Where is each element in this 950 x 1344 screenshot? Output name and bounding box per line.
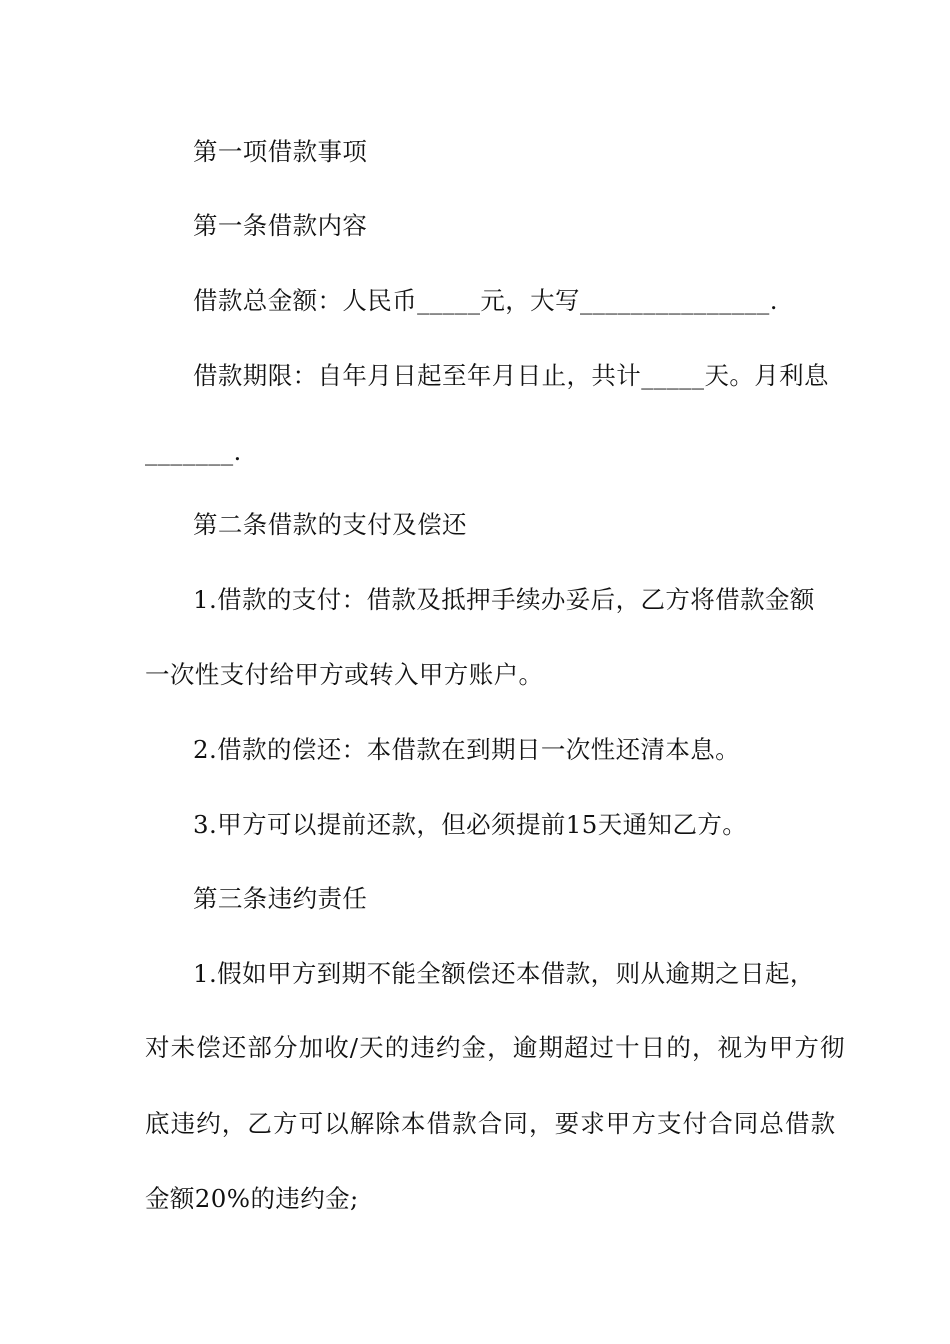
article-heading: 第三条违约责任	[193, 884, 368, 913]
payment-clause-continuation: 一次性支付给甲方或转入甲方账户。	[145, 660, 544, 689]
article-heading: 第一条借款内容	[193, 211, 368, 240]
loan-amount-line: 借款总金额：人民币_____元，大写_______________.	[193, 286, 778, 315]
repayment-clause-line: 2.借款的偿还：本借款在到期日一次性还清本息。	[193, 735, 741, 764]
default-clause-continuation: 对未偿还部分加收/天的违约金，逾期超过十日的，视为甲方彻	[145, 1033, 846, 1062]
loan-term-line: 借款期限：自年月日起至年月日止，共计_____天。月利息	[193, 361, 829, 390]
default-clause-continuation: 金额20%的违约金;	[145, 1184, 359, 1213]
payment-clause-line: 1.借款的支付：借款及抵押手续办妥后，乙方将借款金额	[193, 585, 815, 614]
article-heading: 第二条借款的支付及偿还	[193, 510, 467, 539]
default-clause-line: 1.假如甲方到期不能全额偿还本借款，则从逾期之日起，	[193, 959, 815, 988]
default-clause-continuation: 底违约，乙方可以解除本借款合同，要求甲方支付合同总借款	[145, 1109, 837, 1138]
section-heading: 第一项借款事项	[193, 137, 368, 166]
early-repayment-clause-line: 3.甲方可以提前还款，但必须提前15天通知乙方。	[193, 810, 748, 839]
monthly-interest-line: _______.	[145, 437, 242, 466]
